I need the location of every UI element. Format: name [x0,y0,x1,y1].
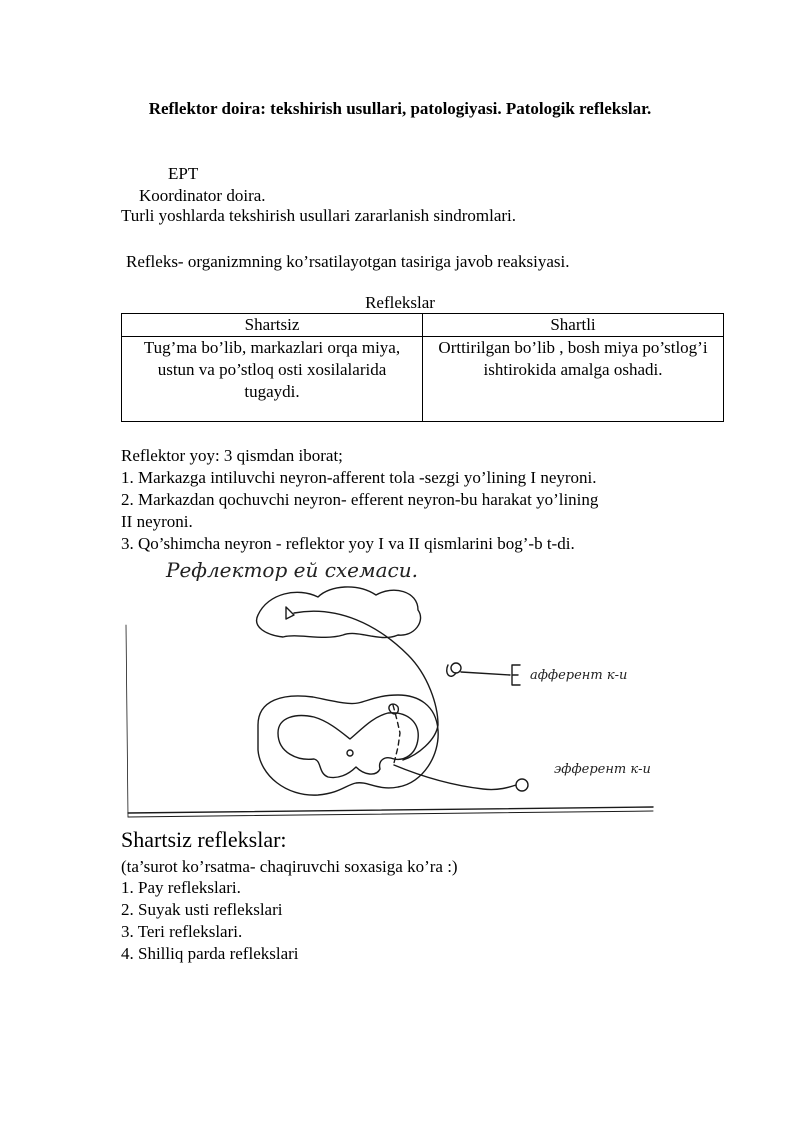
list-item: 2. Markazdan qochuvchi neyron- efferent neyron-bu harakat yo’lining [121,490,599,509]
diagram-title: Рефлектор ей схемаси. [166,558,418,582]
list-item: 4. Shilliq parda reflekslari [121,944,299,963]
reflector-arc-heading: Reflektor yoy: 3 qismdan iborat; [121,446,343,465]
e-glyph [512,665,520,685]
receptor-outline [257,587,421,638]
spinal-cord-outer [258,695,438,795]
central-canal [347,750,353,756]
afferent-label: афферент к-и [530,668,628,683]
list-item: 1. Markazga intiluvchi neyron-afferent tola -sezgi yo’lining I neyroni. [121,468,597,487]
afferent-end [451,663,461,673]
list-item: 1. Pay reflekslari. [121,878,241,897]
afferent-line [461,672,510,675]
list-item: 3. Qo’shimcha neyron - reflektor yoy I va II qismlarini bog’-b t-di. [121,534,575,553]
receptor-arrow [286,607,294,619]
afferent-fiber [294,611,438,760]
table-cell-shartli: Orttirilgan bo’lib , bosh miya po’stlog’i ishtirokida amalga oshadi. [423,337,724,422]
table-caption: Reflekslar [365,293,435,312]
reflex-table [121,313,724,422]
section-heading: Shartsiz reflekslar: [121,827,287,852]
reflex-arc-diagram [118,555,663,825]
efferent-fiber [394,765,516,790]
ept-line: EPT [168,164,199,183]
table-header-shartli: Shartli [423,314,724,337]
list-item: 3. Teri reflekslari. [121,922,243,941]
table-row [122,337,724,422]
list-item: II neyroni. [121,512,193,531]
page-title: Reflektor doira: tekshirish usullari, patologiyasi. Patologik reflekslar. [148,99,652,118]
section-subtitle: (ta’surot ko’rsatma- chaqiruvchi soxasiga ko’ra :) [121,857,458,876]
efferent-label: эфферент к-и [554,762,651,777]
table-cell-shartsiz: Tug’ma bo’lib, markazlari orqa miya, ustun va po’stloq osti xosilalarida tugaydi. [122,337,423,422]
list-item: 2. Suyak usti reflekslari [121,900,283,919]
efferent-end [516,779,528,791]
refleks-definition: Refleks- organizmning ko’rsatilayotgan tasiriga javob reaksiyasi. [126,252,570,271]
koordinator-line: Koordinator doira. [139,186,266,205]
table-header-row [122,314,724,337]
table-header-shartsiz: Shartsiz [122,314,423,337]
turli-line: Turli yoshlarda tekshirish usullari zararlanish sindromlari. [121,206,517,225]
